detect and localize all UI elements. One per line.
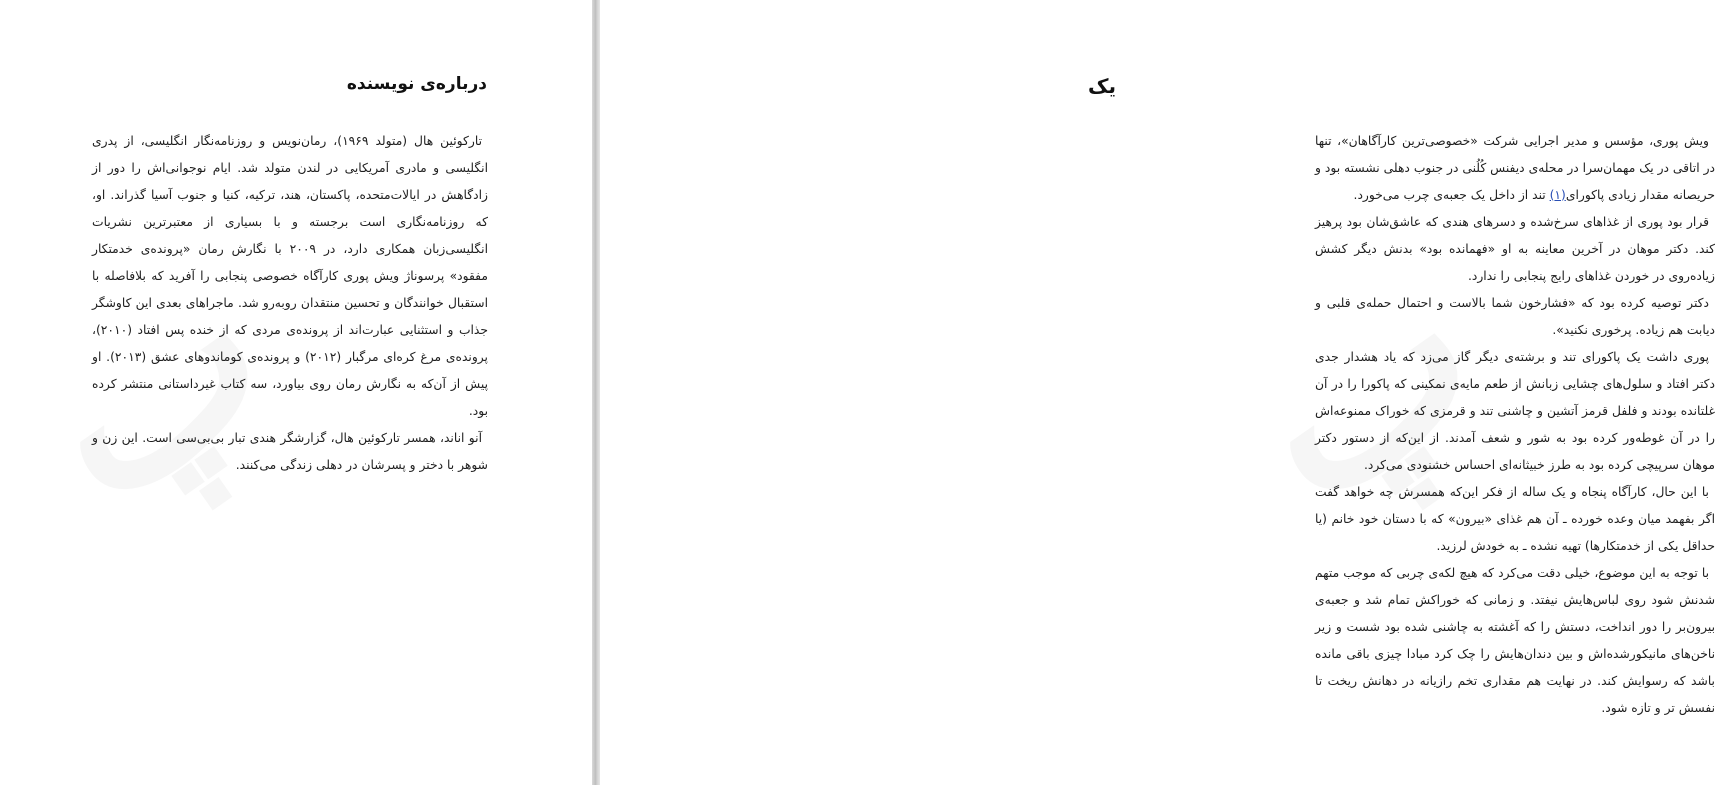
left-page <box>0 0 592 785</box>
chapter-heading: یک <box>1088 74 1116 98</box>
paragraph-text: تند از داخل یک جعبه‌ی چرب می‌خورد. <box>1353 188 1550 202</box>
paragraph: پوری داشت یک پاکورای تند و برشته‌ی دیگر گاز می‌زد که یاد هشدار جدی دکتر افتاد و سلول‌های چشایی زبانش از طعم مایه‌ی نمکینی که پاکورا را در آن غلتانده بودند و فلفل قرمز آتشین و چاشنی تند و قرمزی که خوراک ممنوعه‌اش را در آن غوطه‌ور کرده بود به شور و شعف آمدند. از این‌که از دستور دکتر موهان سرپیچی کرده بود به طرز خبیثانه‌ای احساس خشنودی می‌کرد. <box>1315 350 1715 472</box>
paragraph <box>1315 128 1715 209</box>
paragraph: آنو اناند، همسر تارکوئین هال، گزارشگر هندی تبار بی‌بی‌سی است. این زن و شوهر با دختر و پسرشان در دهلی زندگی می‌کنند. <box>92 431 488 472</box>
paragraph: دکتر توصیه کرده بود که «فشارخون شما بالاست و احتمال حمله‌ی قلبی و دیابت هم زیاده. پرخوری نکنید». <box>1315 296 1715 337</box>
about-author-body <box>92 128 488 479</box>
chapter-body <box>1315 128 1715 722</box>
about-author-heading: درباره‌ی نویسنده <box>346 74 487 94</box>
right-page <box>600 0 1715 785</box>
book-gutter <box>592 0 600 785</box>
paragraph: تارکوئین هال (متولد ۱۹۶۹)، رمان‌نویس و روزنامه‌نگار انگلیسی، از پدری انگلیسی و مادری آمریکایی در لندن متولد شد. ایام نوجوانی‌اش را دور از زادگاهش در ایالات‌متحده، پاکستان، هند، ترکیه، کنیا و جنوب آسیا گذراند. او، که روزنامه‌نگاری است برجسته و با بسیاری از معتبرترین نشریات انگلیسی‌زبان همکاری دارد، در ۲۰۰۹ با نگارش رمان «پرونده‌ی خدمتکار مفقود» پرسوناژ ویش پوری کارآگاه خصوصی پنجابی را آفرید که بلافاصله با استقبال خوانندگان و تحسین منتقدان روبه‌رو شد. ماجراهای بعدی این کاوشگر جذاب و استثنایی عبارت‌اند از پرونده‌ی مردی که از خنده پس افتاد (۲۰۱۰)، پرونده‌ی مرغ کره‌ای مرگبار (۲۰۱۲) و پرونده‌ی کوماندوهای عشق (۲۰۱۳). او پیش از آن‌که به نگارش رمان روی بیاورد، سه کتاب غیرداستانی منتشر کرده بود. <box>92 134 489 418</box>
paragraph-text: ویش پوری، مؤسس و مدیر اجرایی شرکت «خصوصی‌ترین کارآگاهان»، تنها در اتاقی در یک مهمان‌سرا در محله‌ی دیفنس کُلُنی در جنوب دهلی نشسته بود و حریصانه مقدار زیادی پاکورای <box>1315 134 1715 202</box>
paragraph: قرار بود پوری از غذاهای سرخ‌شده و دسرهای هندی که عاشق‌شان بود پرهیز کند. دکتر موهان در آخرین معاینه به او «فهمانده بود» بدنش دیگر کشش زیاده‌روی در خوردن غذاهای رایج پنجابی را ندارد. <box>1315 215 1715 283</box>
paragraph: با این حال، کارآگاه پنجاه و یک ساله از فکر این‌که همسرش چه خواهد گفت اگر بفهمد میان وعده خورده ـ آن هم غذای «بیرون» که با دستان خود خانم (یا حداقل یکی از خدمتکارها) تهیه نشده ـ به خودش لرزید. <box>1315 485 1715 553</box>
paragraph: با توجه به این موضوع، خیلی دقت می‌کرد که هیچ لکه‌ی چربی که موجب متهم شدنش شود روی لباس‌هایش نیفتد. و زمانی که خوراکش تمام شد و جعبه‌ی بیرون‌بر را دور انداخت، دستش را که آغشته به چاشنی شده بود شست و زیر ناخن‌های مانیکورشده‌اش و بین دندان‌هایش را چک کرد مبادا چیزی باقی مانده باشد که رسوایش کند. در نهایت هم مقداری تخم رازیانه در دهانش ریخت تا نفسش تر و تازه شود. <box>1315 566 1715 715</box>
footnote-link[interactable]: (۱) <box>1549 188 1566 202</box>
